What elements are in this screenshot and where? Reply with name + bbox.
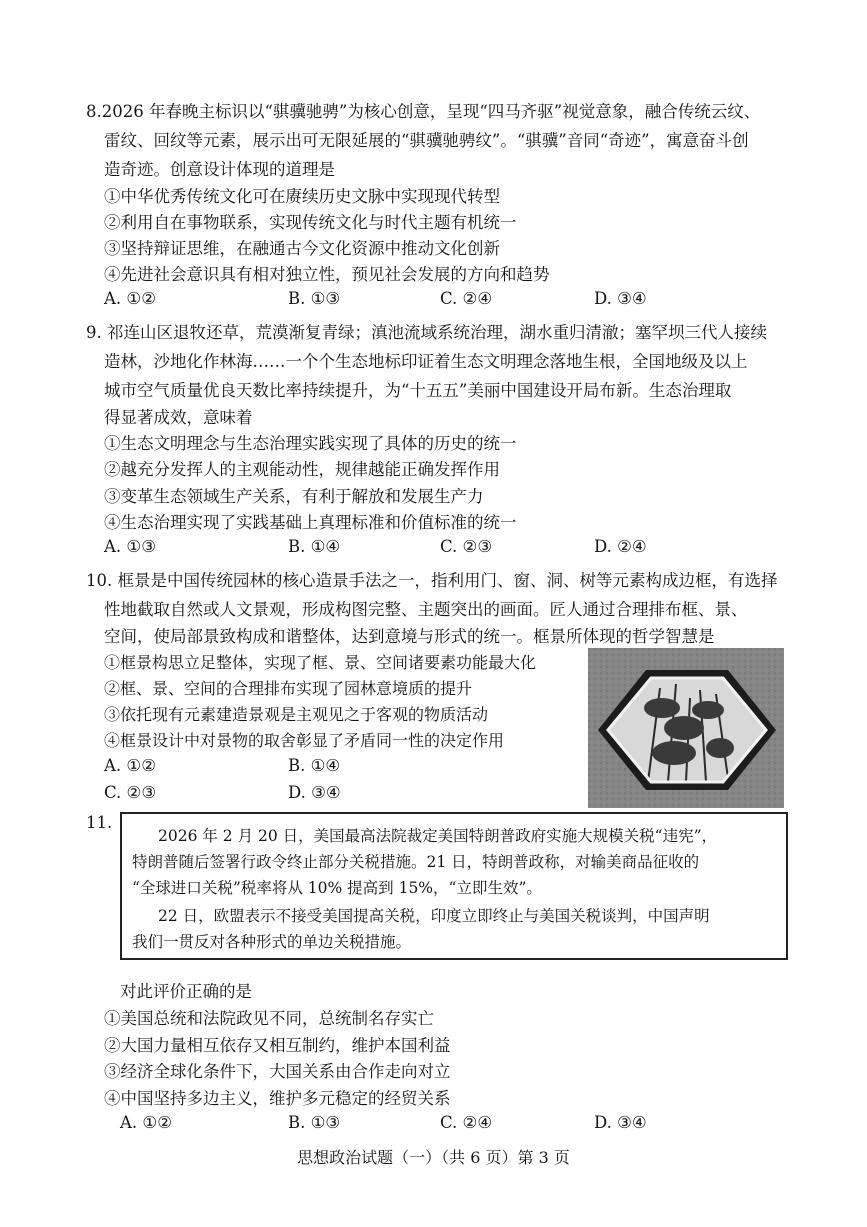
q11-material-line-1: 2026 年 2 月 20 日，美国最高法院裁定美国特朗普政府实施大规模关税“违宪”， — [158, 827, 718, 845]
q9-line-3: 城市空气质量优良天数比率持续提升，为“十五五”美丽中国建设开局布新。生态治理取 — [104, 381, 732, 400]
q9-line-2: 造林，沙地化作林海……一个个生态地标印证着生态文明理念落地生根，全国地级及以上 — [104, 352, 748, 371]
q9-option-d: D. ②④ — [594, 537, 647, 556]
q10-option-b: B. ①④ — [288, 756, 341, 775]
q10-option-d: D. ③④ — [288, 783, 341, 802]
q10-choice-1: ①框景构思立足整体，实现了框、景、空间诸要素功能最大化 — [104, 653, 537, 672]
q11-choice-3: ③经济全球化条件下，大国关系由合作走向对立 — [104, 1062, 451, 1081]
page-footer: 思想政治试题（一）（共 6 页）第 3 页 — [297, 1148, 570, 1167]
q9-choice-3: ③变革生态领域生产关系，有利于解放和发展生产力 — [104, 487, 484, 506]
q10-option-a: A. ①② — [104, 756, 156, 775]
q8-choice-3: ③坚持辩证思维，在融通古今文化资源中推动文化创新 — [104, 239, 500, 258]
q11-choice-2: ②大国力量相互依存又相互制约，维护本国利益 — [104, 1036, 451, 1055]
q11-material-box — [120, 812, 788, 960]
q11-material-line-4: 22 日，欧盟表示不接受美国提高关税，印度立即终止与美国关税谈判，中国声明 — [158, 907, 710, 925]
q8-line-3: 造奇迹。创意设计体现的道理是 — [104, 160, 335, 179]
q8-choice-4: ④先进社会意识具有相对独立性，预见社会发展的方向和趋势 — [104, 265, 550, 284]
q10-line-3: 空间，使局部景致构成和谐整体，达到意境与形式的统一。框景所体现的哲学智慧是 — [104, 627, 715, 646]
q8-option-b: B. ①③ — [288, 289, 341, 308]
q11-material-line-3: “全球进口关税”税率将从 10% 提高到 15%，“立即生效”。 — [132, 879, 542, 897]
q9-option-c: C. ②③ — [440, 537, 493, 556]
q9-choice-1: ①生态文明理念与生态治理实践实现了具体的历史的统一 — [104, 434, 517, 453]
garden-frame-photo — [588, 648, 784, 808]
q10-line-1: 10. 框景是中国传统园林的核心造景手法之一，指利用门、窗、洞、树等元素构成边框，有选择 — [86, 571, 778, 590]
q9-option-b: B. ①④ — [288, 537, 341, 556]
hexagon-window-illustration — [588, 648, 784, 808]
q10-choice-4: ④框景设计中对景物的取舍彰显了矛盾同一性的决定作用 — [104, 731, 505, 750]
q11-stem: 对此评价正确的是 — [120, 982, 252, 1001]
q10-option-c: C. ②③ — [104, 783, 157, 802]
q11-number: 11. — [86, 813, 113, 832]
q8-option-a: A. ①② — [104, 289, 156, 308]
q11-option-a: A. ①② — [120, 1113, 172, 1132]
q11-option-c: C. ②④ — [440, 1113, 493, 1132]
q11-material-line-2: 特朗普随后签署行政令终止部分关税措施。21 日，特朗普政称，对输美商品征收的 — [132, 853, 700, 871]
q11-option-d: D. ③④ — [594, 1113, 647, 1132]
q8-choice-2: ②利用自在事物联系，实现传统文化与时代主题有机统一 — [104, 213, 517, 232]
q10-choice-2: ②框、景、空间的合理排布实现了园林意境质的提升 — [104, 679, 473, 698]
q11-choice-1: ①美国总统和法院政见不同，总统制名存实亡 — [104, 1009, 434, 1028]
q11-choice-4: ④中国坚持多边主义，维护多元稳定的经贸关系 — [104, 1089, 451, 1108]
q8-line-2: 雷纹、回纹等元素，展示出可无限延展的“骐骥驰骋纹”。“骐骥”音同“奇迹”，寓意奋斗创 — [104, 131, 749, 150]
q10-line-2: 性地截取自然或人文景观，形成构图完整、主题突出的画面。匠人通过合理排布框、景、 — [104, 600, 748, 619]
q8-option-d: D. ③④ — [594, 289, 647, 308]
q9-choice-2: ②越充分发挥人的主观能动性，规律越能正确发挥作用 — [104, 460, 500, 479]
q11-material-line-5: 我们一贯反对各种形式的单边关税措施。 — [132, 933, 412, 951]
q11-option-b: B. ①③ — [288, 1113, 341, 1132]
q10-choice-3: ③依托现有元素建造景观是主观见之于客观的物质活动 — [104, 705, 489, 724]
q8-choice-1: ①中华优秀传统文化可在赓续历史文脉中实现现代转型 — [104, 187, 500, 206]
q9-line-1: 9. 祁连山区退牧还草，荒漠渐复青绿；滇池流域系统治理，湖水重归清澈；塞罕坝三代人接续 — [86, 323, 767, 342]
q9-option-a: A. ①③ — [104, 537, 156, 556]
q9-choice-4: ④生态治理实现了实践基础上真理标准和价值标准的统一 — [104, 513, 517, 532]
q8-option-c: C. ②④ — [440, 289, 493, 308]
q9-line-4: 得显著成效，意味着 — [104, 408, 253, 427]
q8-line-1: 8.2026 年春晚主标识以“骐骥驰骋”为核心创意，呈现“四马齐驱”视觉意象，融合传统云纹、 — [86, 102, 761, 121]
